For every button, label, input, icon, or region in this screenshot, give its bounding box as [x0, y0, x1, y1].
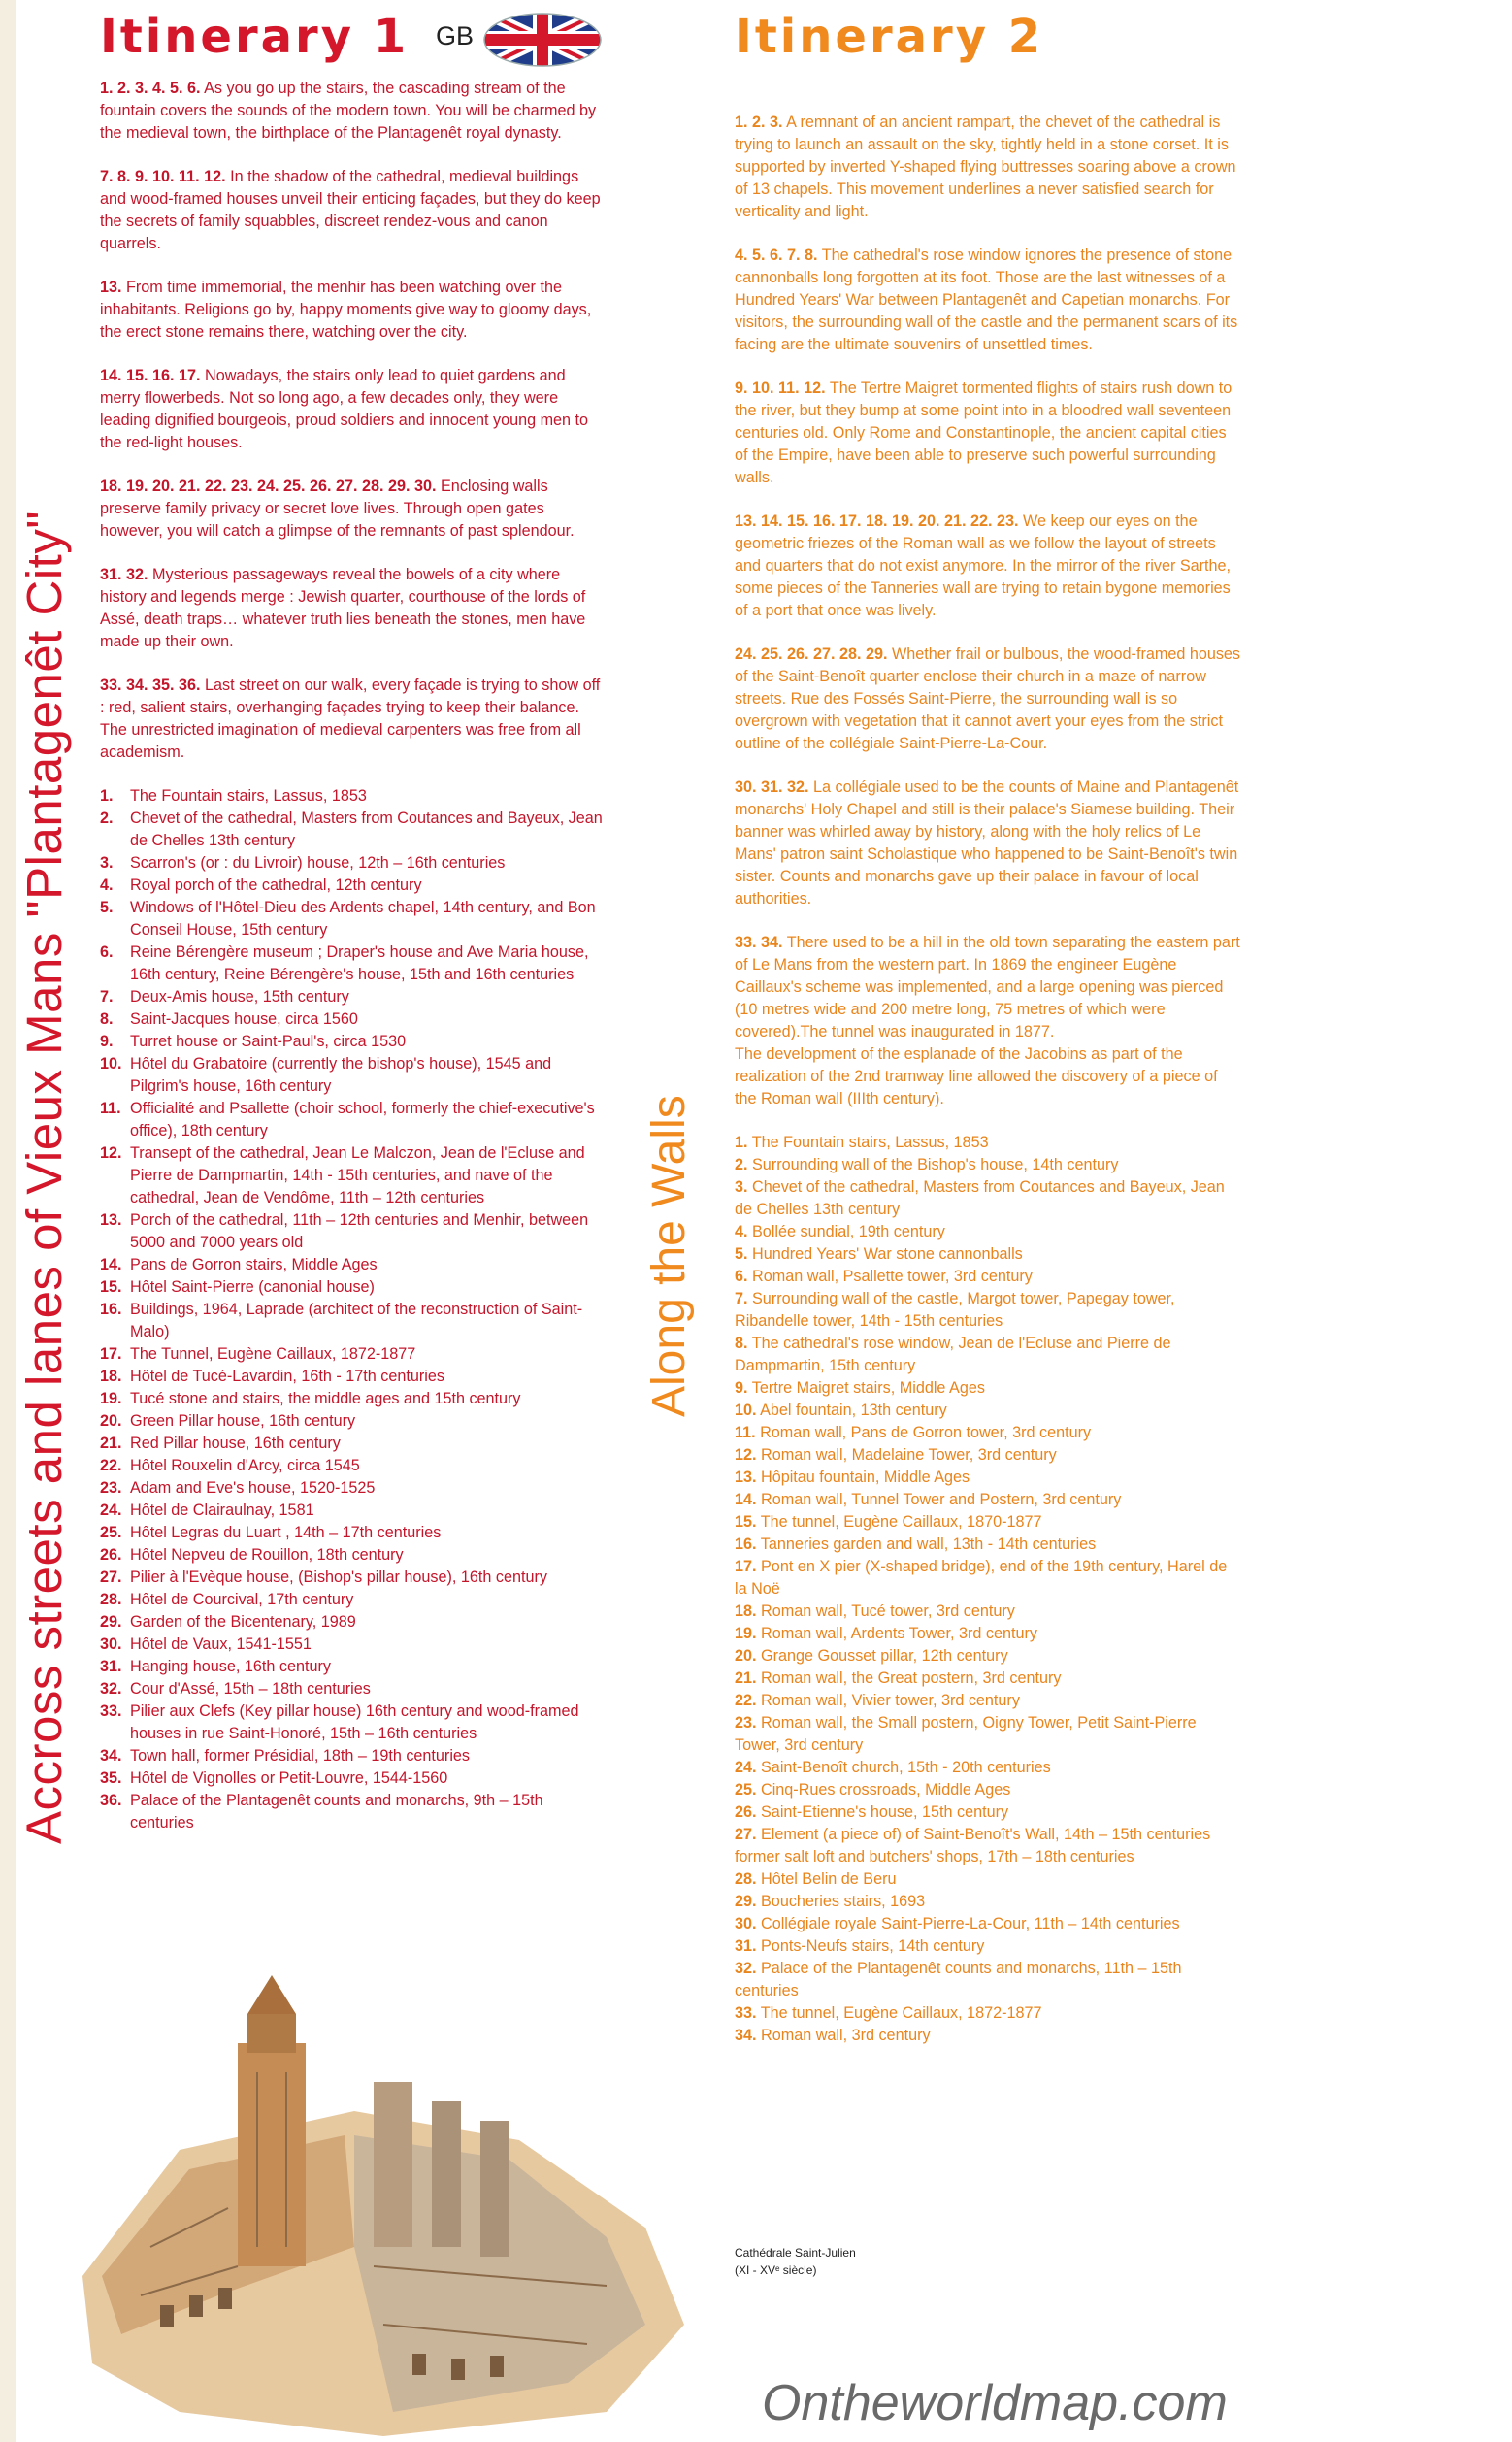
- itinerary-paragraph: [100, 166, 605, 255]
- list-item: [735, 1690, 1241, 1712]
- paragraph-text: Enclosing walls preserve family privacy or secret love lives. Through open gates however, you will catch a glimpse of the remnants of past splendour.: [100, 478, 575, 540]
- list-item-number: 33.: [735, 2004, 757, 2022]
- list-item: [735, 1600, 1241, 1623]
- list-item: [735, 1667, 1241, 1690]
- list-item-number: 5.: [735, 1245, 748, 1263]
- itinerary-paragraph: [100, 365, 605, 454]
- list-item: [100, 1522, 605, 1544]
- paragraph-text: A remnant of an ancient rampart, the chevet of the cathedral is trying to launch an assault on the sky, tightly held in a stone corset. It is supported by inverted Y-shaped flying buttresses soaring above a crown of 13 chapels. This movement underlines a never satisfied search for verticality and light.: [735, 114, 1236, 220]
- list-item-number: 16.: [735, 1535, 757, 1553]
- paragraph-text: La collégiale used to be the counts of Maine and Plantagenêt monarchs' Holy Chapel and still is their palace's Siamese building. Their banner was whirled away by history, along with the holy relics of Le Mans' patron saint Scholastique who happened to be Saint-Benoît's twin sister. Counts and monarchs gave up their palace in favour of local authorities.: [735, 778, 1239, 908]
- paragraph-numbers: 18. 19. 20. 21. 22. 23. 24. 25. 26. 27. 28. 29. 30.: [100, 478, 437, 495]
- list-item-number: 21.: [735, 1669, 757, 1687]
- list-item-number: 28.: [100, 1591, 122, 1608]
- list-item-number: 29.: [100, 1613, 122, 1631]
- list-item: [735, 1757, 1241, 1779]
- list-item-text: Reine Bérengère museum ; Draper's house and Ave Maria house, 16th century, Reine Bérengère's house, 15th and 16th centuries: [130, 943, 589, 983]
- list-item-text: Surrounding wall of the Bishop's house, 14th century: [747, 1156, 1119, 1173]
- paragraph-numbers: 1. 2. 3. 4. 5. 6.: [100, 80, 201, 97]
- list-item: [100, 1745, 605, 1767]
- list-item-text: Royal porch of the cathedral, 12th century: [130, 876, 422, 894]
- list-item: [100, 941, 605, 986]
- list-item-text: Collégiale royale Saint-Pierre-La-Cour, 11th – 14th centuries: [756, 1915, 1180, 1932]
- list-item-number: 35.: [100, 1769, 122, 1787]
- list-item-number: 27.: [100, 1568, 122, 1586]
- list-item: [100, 1678, 605, 1700]
- list-item-text: Officialité and Psallette (choir school, formerly the chief-executive's office), 18th century: [130, 1100, 595, 1139]
- list-item-text: The tunnel, Eugène Caillaux, 1872-1877: [756, 2004, 1042, 2022]
- list-item: [100, 1343, 605, 1366]
- list-item: [735, 1511, 1241, 1534]
- list-item-number: 31.: [100, 1658, 122, 1675]
- list-item-number: 13.: [100, 1211, 122, 1229]
- list-item-number: 32.: [100, 1680, 122, 1698]
- list-item: [735, 1645, 1241, 1667]
- list-item-number: 3.: [100, 854, 114, 872]
- list-item-text: Chevet of the cathedral, Masters from Coutances and Bayeux, Jean de Chelles 13th century: [130, 809, 603, 849]
- list-item-number: 17.: [100, 1345, 122, 1363]
- list-item: [735, 1288, 1241, 1333]
- paragraph-numbers: 31. 32.: [100, 566, 148, 583]
- list-item: [100, 1767, 605, 1790]
- list-item-text: Hôtel du Grabatoire (currently the bishop's house), 1545 and Pilgrim's house, 16th century: [130, 1055, 552, 1095]
- list-item-number: 9.: [100, 1033, 114, 1050]
- list-item-number: 2.: [100, 809, 114, 827]
- itinerary-paragraph: [100, 675, 605, 764]
- list-item: [735, 1534, 1241, 1556]
- list-item-number: 11.: [100, 1100, 121, 1117]
- list-item-text: Roman wall, Vivier tower, 3rd century: [756, 1692, 1020, 1709]
- left-edge-strip: [0, 0, 16, 2442]
- list-item-text: Hôtel de Vaux, 1541-1551: [130, 1635, 312, 1653]
- list-item-text: Hôtel Belin de Beru: [756, 1870, 897, 1888]
- list-item-number: 29.: [735, 1893, 757, 1910]
- list-item-text: Hundred Years' War stone cannonballs: [747, 1245, 1023, 1263]
- watermark-text: Ontheworldmap.com: [762, 2375, 1228, 2431]
- list-item: [735, 1868, 1241, 1891]
- list-item-text: Garden of the Bicentenary, 1989: [130, 1613, 356, 1631]
- list-item-text: Surrounding wall of the castle, Margot tower, Papegay tower, Ribandelle tower, 14th - 15th centuries: [735, 1290, 1175, 1330]
- list-item: [100, 785, 605, 808]
- itinerary-paragraph: [735, 776, 1241, 910]
- list-item: [100, 1142, 605, 1209]
- list-item-number: 30.: [735, 1915, 757, 1932]
- vertical-along-the-walls: [643, 1068, 695, 1417]
- list-item-text: Roman wall, Pans de Gorron tower, 3rd century: [755, 1424, 1092, 1441]
- list-item-text: Boucheries stairs, 1693: [756, 1893, 926, 1910]
- list-item-text: Hôtel Legras du Luart , 14th – 17th centuries: [130, 1524, 442, 1541]
- list-item-number: 8.: [100, 1010, 114, 1028]
- list-item-number: 6.: [100, 943, 114, 961]
- list-item-text: Turret house or Saint-Paul's, circa 1530: [130, 1033, 407, 1050]
- list-item-text: Saint-Benoît church, 15th - 20th centuries: [756, 1759, 1051, 1776]
- paragraph-numbers: 13. 14. 15. 16. 17. 18. 19. 20. 21. 22. 23.: [735, 512, 1019, 530]
- list-item: [735, 2025, 1241, 2047]
- cathedral-illustration: [63, 1956, 733, 2436]
- itinerary-paragraph: [735, 511, 1241, 622]
- list-item: [100, 874, 605, 897]
- list-item-text: Roman wall, the Great postern, 3rd century: [756, 1669, 1062, 1687]
- paragraph-numbers: 1. 2. 3.: [735, 114, 783, 131]
- list-item-number: 8.: [735, 1335, 748, 1352]
- list-item-number: 26.: [735, 1803, 757, 1821]
- list-item: [735, 1154, 1241, 1176]
- list-item-number: 24.: [100, 1502, 122, 1519]
- paragraph-numbers: 33. 34. 35. 36.: [100, 676, 201, 694]
- list-item-text: The cathedral's rose window, Jean de l'Ecluse and Pierre de Dampmartin, 15th century: [735, 1335, 1171, 1374]
- list-item-text: Cour d'Assé, 15th – 18th centuries: [130, 1680, 371, 1698]
- itinerary2-column: [735, 112, 1241, 2047]
- list-item: [735, 1333, 1241, 1377]
- side-title-text: Accross streets and lanes of Vieux Mans "Plantagenêt City": [16, 511, 72, 1844]
- list-item-number: 14.: [735, 1491, 757, 1508]
- list-item-text: Saint-Jacques house, circa 1560: [130, 1010, 358, 1028]
- list-item-number: 12.: [735, 1446, 757, 1464]
- list-item-text: Bollée sundial, 19th century: [747, 1223, 945, 1240]
- list-item-text: Element (a piece of) of Saint-Benoît's Wall, 14th – 15th centuries former salt loft and butchers' shops, 17th – 18th centuries: [735, 1826, 1211, 1865]
- list-item-number: 22.: [100, 1457, 122, 1474]
- list-item-number: 5.: [100, 899, 114, 916]
- list-item: [735, 1779, 1241, 1801]
- list-item-number: 31.: [735, 1937, 757, 1955]
- list-item: [100, 1611, 605, 1634]
- list-item: [735, 1400, 1241, 1422]
- list-item-number: 36.: [100, 1792, 122, 1809]
- list-item-text: Pans de Gorron stairs, Middle Ages: [130, 1256, 378, 1273]
- list-item-text: Roman wall, Tunnel Tower and Postern, 3rd century: [756, 1491, 1122, 1508]
- list-item-text: Deux-Amis house, 15th century: [130, 988, 349, 1006]
- list-item-number: 9.: [735, 1379, 748, 1397]
- itinerary-paragraph: [735, 245, 1241, 356]
- paragraph-text: From time immemorial, the menhir has been watching over the inhabitants. Religions go by, happy moments give way to gloomy days, the erect stone remains there, watching over the city.: [100, 279, 592, 341]
- list-item: [735, 1935, 1241, 1958]
- paragraph-numbers: 4. 5. 6. 7. 8.: [735, 247, 818, 264]
- paragraph-numbers: 14. 15. 16. 17.: [100, 367, 201, 384]
- paragraph-text: We keep our eyes on the geometric friezes of the Roman wall as we follow the layout of streets and quarters that do not exist anymore. In the mirror of the river Sarthe, some pieces of the Tanneries wall are trying to retain bygone memories of a port that once was lively.: [735, 512, 1232, 619]
- list-item: [100, 1254, 605, 1276]
- list-item-number: 15.: [735, 1513, 757, 1531]
- paragraph-text: There used to be a hill in the old town separating the eastern part of Le Mans from the western part. In 1869 the engineer Eugène Caillaux's scheme was implemented, and a large opening was pierced (10 metres wide and 200 metre long, 75 metres of which were covered).The tunnel was inaugurated in 1877. The development of the esplanade of the Jacobins as part of the realization of the 2nd tramway line allowed the discovery of a piece of the Roman wall (IIIth century).: [735, 934, 1240, 1107]
- paragraph-numbers: 7. 8. 9. 10. 11. 12.: [100, 168, 226, 185]
- paragraph-numbers: 13.: [100, 279, 122, 296]
- list-item: [100, 1410, 605, 1433]
- list-item-number: 4.: [100, 876, 114, 894]
- list-item: [735, 1891, 1241, 1913]
- list-item-number: 23.: [100, 1479, 122, 1497]
- list-item-text: Pont en X pier (X-shaped bridge), end of the 19th century, Harel de la Noë: [735, 1558, 1228, 1598]
- list-item-text: Roman wall, 3rd century: [756, 2027, 931, 2044]
- list-item-number: 32.: [735, 1960, 757, 1977]
- list-item-number: 15.: [100, 1278, 122, 1296]
- list-item-text: Tanneries garden and wall, 13th - 14th centuries: [756, 1535, 1097, 1553]
- list-item-number: 3.: [735, 1178, 748, 1196]
- list-item: [100, 808, 605, 852]
- list-item-number: 22.: [735, 1692, 757, 1709]
- list-item: [100, 1634, 605, 1656]
- list-item-number: 18.: [735, 1602, 757, 1620]
- vertical-side-title: [16, 505, 72, 1844]
- list-item: [100, 1656, 605, 1678]
- list-item-number: 17.: [735, 1558, 757, 1575]
- paragraph-text: Last street on our walk, every façade is trying to show off : red, salient stairs, overhanging façades trying to keep their balance. The unrestricted imagination of medieval carpenters was free from all academism.: [100, 676, 601, 761]
- list-item: [735, 1377, 1241, 1400]
- caption-line2: (XI - XVᵉ siècle): [735, 2263, 817, 2277]
- list-item: [100, 1388, 605, 1410]
- list-item-text: Hôtel de Vignolles or Petit-Louvre, 1544-1560: [130, 1769, 448, 1787]
- list-item-text: The Tunnel, Eugène Caillaux, 1872-1877: [130, 1345, 416, 1363]
- paragraph-text: Nowadays, the stairs only lead to quiet gardens and merry flowerbeds. Not so long ago, a few decades only, they were leading dignified bourgeois, proud soldiers and innocent young men to the red-light houses.: [100, 367, 589, 451]
- list-item-text: Saint-Etienne's house, 15th century: [756, 1803, 1009, 1821]
- paragraph-numbers: 24. 25. 26. 27. 28. 29.: [735, 645, 888, 663]
- list-item: [100, 1366, 605, 1388]
- list-item: [735, 1243, 1241, 1266]
- list-item-number: 7.: [735, 1290, 748, 1307]
- list-item-number: 10.: [100, 1055, 122, 1072]
- list-item: [735, 1132, 1241, 1154]
- list-item: [735, 1467, 1241, 1489]
- paragraph-text: In the shadow of the cathedral, medieval buildings and wood-framed houses unveil their enticing façades, but they do keep the secrets of family squabbles, discreet rendez-vous and canon quarrels.: [100, 168, 601, 252]
- list-item: [100, 1209, 605, 1254]
- list-item-number: 13.: [735, 1468, 757, 1486]
- list-item-number: 11.: [735, 1424, 756, 1441]
- list-item-text: Red Pillar house, 16th century: [130, 1435, 341, 1452]
- list-item-text: Buildings, 1964, Laprade (architect of the reconstruction of Saint-Malo): [130, 1301, 583, 1340]
- list-item: [100, 1790, 605, 1834]
- list-item-text: Hôtel Saint-Pierre (canonial house): [130, 1278, 375, 1296]
- list-item-text: Hôtel de Tucé-Lavardin, 16th - 17th centuries: [130, 1368, 444, 1385]
- list-item-number: 7.: [100, 988, 114, 1006]
- list-item-number: 20.: [100, 1412, 122, 1430]
- list-item: [100, 1433, 605, 1455]
- list-item: [100, 1500, 605, 1522]
- list-item: [735, 1489, 1241, 1511]
- list-item: [100, 1276, 605, 1299]
- paragraph-text: The Tertre Maigret tormented flights of stairs rush down to the river, but they bump at some point into in a bloodred wall seventeen centuries old. Only Rome and Constantinople, the ancient capital cities of the Empire, have been able to preserve such powerful surrounding walls.: [735, 380, 1233, 486]
- list-item-text: The tunnel, Eugène Caillaux, 1870-1877: [756, 1513, 1042, 1531]
- itinerary2-list: [735, 1132, 1241, 2047]
- list-item-text: Windows of l'Hôtel-Dieu des Ardents chapel, 14th century, and Bon Conseil House, 15th century: [130, 899, 596, 939]
- list-item-text: Palace of the Plantagenêt counts and monarchs, 9th – 15th centuries: [130, 1792, 543, 1832]
- list-item: [735, 1556, 1241, 1600]
- list-item: [100, 897, 605, 941]
- itinerary-paragraph: [100, 564, 605, 653]
- list-item-text: Grange Gousset pillar, 12th century: [756, 1647, 1008, 1665]
- list-item-text: Chevet of the cathedral, Masters from Coutances and Bayeux, Jean de Chelles 13th century: [735, 1178, 1225, 1218]
- itinerary-paragraph: [735, 378, 1241, 489]
- itinerary-paragraph: [100, 78, 605, 145]
- itinerary-paragraph: [735, 932, 1241, 1110]
- list-item-text: Hôtel Rouxelin d'Arcy, circa 1545: [130, 1457, 360, 1474]
- list-item-number: 27.: [735, 1826, 757, 1843]
- list-item: [100, 1031, 605, 1053]
- list-item: [735, 1221, 1241, 1243]
- list-item-text: Roman wall, Tucé tower, 3rd century: [756, 1602, 1015, 1620]
- itinerary1-heading: Itinerary 1: [100, 10, 410, 64]
- itinerary-paragraph: [100, 277, 605, 344]
- list-item-number: 19.: [735, 1625, 757, 1642]
- list-item-text: Roman wall, Madelaine Tower, 3rd century: [756, 1446, 1057, 1464]
- paragraph-numbers: 9. 10. 11. 12.: [735, 380, 826, 397]
- list-item-text: Adam and Eve's house, 1520-1525: [130, 1479, 376, 1497]
- list-item: [100, 1700, 605, 1745]
- list-item-number: 10.: [735, 1402, 757, 1419]
- list-item-text: Porch of the cathedral, 11th – 12th centuries and Menhir, between 5000 and 7000 years old: [130, 1211, 589, 1251]
- list-item: [735, 1913, 1241, 1935]
- list-item-text: Hanging house, 16th century: [130, 1658, 331, 1675]
- list-item: [100, 986, 605, 1008]
- list-item-text: Abel fountain, 13th century: [756, 1402, 947, 1419]
- list-item: [735, 2002, 1241, 2025]
- side-subtitle-text: Along the Walls: [643, 1095, 695, 1417]
- list-item-text: Transept of the cathedral, Jean Le Malczon, Jean de l'Ecluse and Pierre de Dampmartin, 14th - 15th centuries, and nave of the cathedral, Jean de Vendôme, 11th – 12th centuries: [130, 1144, 585, 1206]
- paragraph-text: Whether frail or bulbous, the wood-framed houses of the Saint-Benoît quarter enclose their church in a maze of narrow streets. Rue des Fossés Saint-Pierre, the surrounding wall is so overgrown with vegetation that it cannot avert your eyes from the strict outline of the collégiale Saint-Pierre-La-Cour.: [735, 645, 1241, 752]
- list-item-text: Cinq-Rues crossroads, Middle Ages: [756, 1781, 1011, 1798]
- paragraph-numbers: 33. 34.: [735, 934, 783, 951]
- list-item-text: Ponts-Neufs stairs, 14th century: [756, 1937, 985, 1955]
- list-item: [100, 1544, 605, 1567]
- itinerary-paragraph: [735, 644, 1241, 755]
- list-item: [100, 1299, 605, 1343]
- list-item-number: 4.: [735, 1223, 748, 1240]
- paragraph-text: As you go up the stairs, the cascading stream of the fountain covers the sounds of the modern town. You will be charmed by the medieval town, the birthplace of the Plantagenêt royal dynasty.: [100, 80, 597, 142]
- list-item-text: Roman wall, the Small postern, Oigny Tower, Petit Saint-Pierre Tower, 3rd century: [735, 1714, 1197, 1754]
- itinerary2-heading: Itinerary 2: [735, 10, 1044, 64]
- list-item-number: 16.: [100, 1301, 122, 1318]
- list-item-text: Town hall, former Présidial, 18th – 19th centuries: [130, 1747, 471, 1765]
- list-item-text: Roman wall, Ardents Tower, 3rd century: [756, 1625, 1037, 1642]
- paragraph-text: Mysterious passageways reveal the bowels of a city where history and legends merge : Jewish quarter, courthouse of the lords of Assé, death traps… whatever truth lies beneath the stones, men have made up their own.: [100, 566, 586, 650]
- list-item: [100, 1589, 605, 1611]
- list-item-text: Hôtel de Clairaulnay, 1581: [130, 1502, 314, 1519]
- list-item-number: 1.: [100, 787, 114, 805]
- list-item-number: 14.: [100, 1256, 122, 1273]
- itinerary1-column: [100, 78, 605, 1834]
- list-item: [735, 1444, 1241, 1467]
- list-item: [100, 1008, 605, 1031]
- list-item: [735, 1801, 1241, 1824]
- list-item: [735, 1623, 1241, 1645]
- list-item-text: Palace of the Plantagenêt counts and monarchs, 11th – 15th centuries: [735, 1960, 1182, 1999]
- language-code: GB: [436, 21, 475, 50]
- itinerary2-paragraphs: [735, 112, 1241, 1110]
- list-item: [100, 1098, 605, 1142]
- list-item-text: Green Pillar house, 16th century: [130, 1412, 356, 1430]
- caption-line1: Cathédrale Saint-Julien: [735, 2246, 856, 2260]
- list-item-number: 34.: [735, 2027, 757, 2044]
- list-item: [735, 1266, 1241, 1288]
- list-item-number: 30.: [100, 1635, 122, 1653]
- list-item-number: 19.: [100, 1390, 122, 1407]
- list-item-number: 6.: [735, 1268, 748, 1285]
- list-item-text: Hôpitau fountain, Middle Ages: [756, 1468, 970, 1486]
- list-item-number: 24.: [735, 1759, 757, 1776]
- list-item-number: 23.: [735, 1714, 757, 1732]
- list-item-text: The Fountain stairs, Lassus, 1853: [130, 787, 367, 805]
- itinerary-paragraph: [100, 476, 605, 543]
- list-item-text: The Fountain stairs, Lassus, 1853: [747, 1134, 989, 1151]
- list-item: [100, 1053, 605, 1098]
- list-item-number: 12.: [100, 1144, 122, 1162]
- list-item-text: Scarron's (or : du Livroir) house, 12th – 16th centuries: [130, 854, 506, 872]
- list-item-text: Roman wall, Psallette tower, 3rd century: [747, 1268, 1033, 1285]
- list-item-number: 34.: [100, 1747, 122, 1765]
- list-item-number: 26.: [100, 1546, 122, 1564]
- list-item: [735, 1176, 1241, 1221]
- list-item: [100, 1567, 605, 1589]
- list-item-number: 1.: [735, 1134, 748, 1151]
- uk-flag-icon: [482, 12, 603, 68]
- list-item-number: 20.: [735, 1647, 757, 1665]
- list-item-text: Tucé stone and stairs, the middle ages and 15th century: [130, 1390, 521, 1407]
- list-item-number: 18.: [100, 1368, 122, 1385]
- list-item-text: Hôtel Nepveu de Rouillon, 18th century: [130, 1546, 404, 1564]
- list-item-text: Pilier à l'Evèque house, (Bishop's pillar house), 16th century: [130, 1568, 547, 1586]
- list-item-text: Pilier aux Clefs (Key pillar house) 16th century and wood-framed houses in rue Saint-Honoré, 15th – 16th centuries: [130, 1702, 579, 1742]
- illustration-caption: [735, 2244, 856, 2279]
- list-item-number: 2.: [735, 1156, 748, 1173]
- list-item: [100, 1455, 605, 1477]
- list-item: [735, 1824, 1241, 1868]
- list-item: [735, 1712, 1241, 1757]
- itinerary1-paragraphs: [100, 78, 605, 764]
- list-item-text: Tertre Maigret stairs, Middle Ages: [747, 1379, 985, 1397]
- list-item: [100, 1477, 605, 1500]
- paragraph-text: The cathedral's rose window ignores the presence of stone cannonballs long forgotten at its foot. Those are the last witnesses of a Hundred Years' War between Plantagenêt and Capetian monarchs. For visitors, the surrounding wall of the castle and the permanent scars of its facing are the ultimate souvenirs of unsettled times.: [735, 247, 1238, 353]
- itinerary-paragraph: [735, 112, 1241, 223]
- list-item-number: 25.: [100, 1524, 122, 1541]
- list-item-text: Hôtel de Courcival, 17th century: [130, 1591, 354, 1608]
- paragraph-numbers: 30. 31. 32.: [735, 778, 809, 796]
- list-item: [100, 852, 605, 874]
- list-item-number: 25.: [735, 1781, 757, 1798]
- list-item-number: 33.: [100, 1702, 122, 1720]
- itinerary1-list: [100, 785, 605, 1834]
- list-item-number: 21.: [100, 1435, 122, 1452]
- list-item: [735, 1958, 1241, 2002]
- list-item: [735, 1422, 1241, 1444]
- list-item-number: 28.: [735, 1870, 757, 1888]
